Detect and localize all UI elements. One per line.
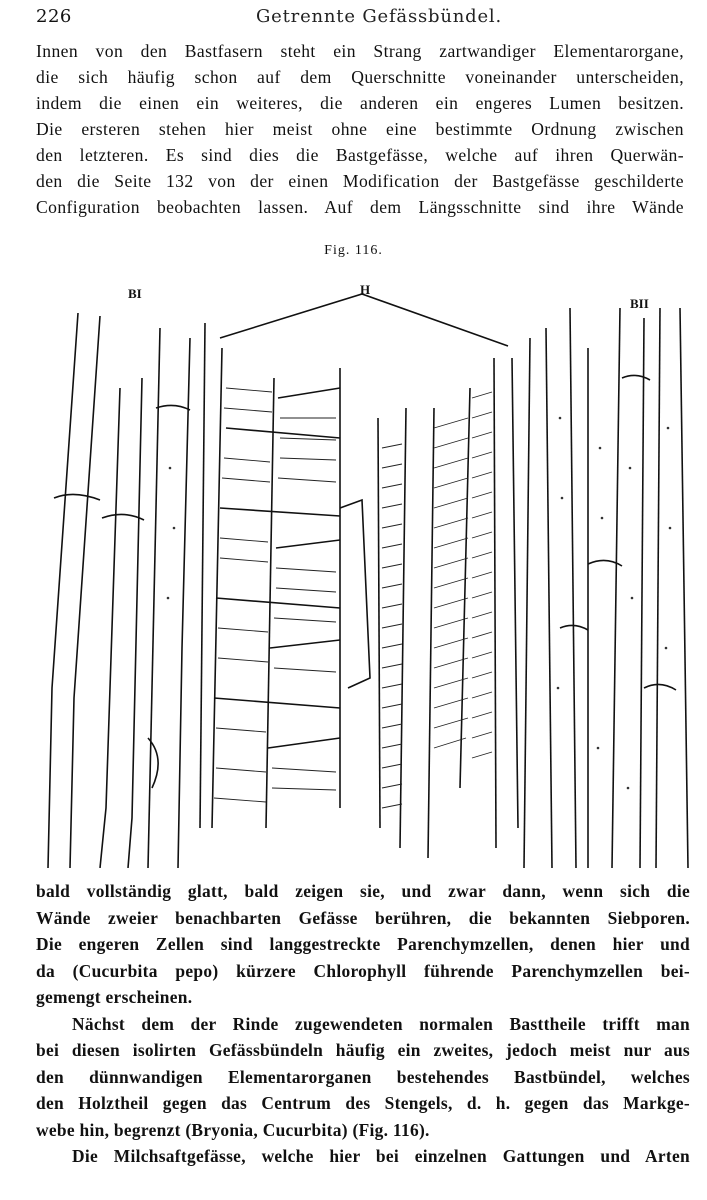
text-line: indem die einen ein weiteres, die anderen ein engeres Lumen besitzen. xyxy=(36,93,684,113)
figure-stipple xyxy=(167,417,672,790)
text-line: den Holztheil gegen das Centrum des Stengels, d. h. gegen das Markge- xyxy=(36,1093,690,1113)
figure-hatching xyxy=(214,388,492,808)
text-line: gemengt erscheinen. xyxy=(36,987,193,1007)
text-line: Configuration beobachten lassen. Auf dem Längsschnitte sind ihre Wände xyxy=(36,197,684,217)
page-header xyxy=(36,6,687,34)
botanical-figure xyxy=(40,268,700,868)
text-line: Innen von den Bastfasern steht ein Strang zartwandiger Elementarorgane, xyxy=(36,41,684,61)
text-line: Die Milchsaftgefässe, welche hier bei einzelnen Gattungen und Arten xyxy=(72,1146,690,1166)
text-line: den letzteren. Es sind dies die Bastgefässe, welche auf ihren Querwän- xyxy=(36,145,684,165)
text-line: Die engeren Zellen sind langgestreckte Parenchymzellen, denen hier und xyxy=(36,934,690,954)
text-line: webe hin, begrenzt (Bryonia, Cucurbita) (Fig. 116). xyxy=(36,1119,430,1140)
bottom-paragraphs xyxy=(36,878,690,1170)
figure-drawing xyxy=(40,268,700,868)
text-line: den dünnwandigen Elementarorganen bestehendes Bastbündel, welches xyxy=(36,1066,690,1087)
text-line: bei diesen isolirten Gefässbündeln häufig ein zweites, jedoch meist nur aus xyxy=(36,1040,690,1060)
text-line: da (Cucurbita pepo) kürzere Chlorophyll führende Parenchymzellen bei- xyxy=(36,960,690,981)
figure-label-b2: BII xyxy=(630,296,649,311)
figure-bracket xyxy=(220,294,508,346)
text-line: Die ersteren stehen hier meist ohne eine bestimmte Ordnung zwischen xyxy=(36,119,684,139)
figure-label-h: H xyxy=(360,282,371,297)
running-title: Getrennte Gefässbündel. xyxy=(256,6,502,27)
top-paragraph xyxy=(36,38,684,220)
text-line: Wände zweier benachbarten Gefässe berühren, die bekannten Siebporen. xyxy=(36,907,690,928)
page-number: 226 xyxy=(36,6,72,27)
text-line: Nächst dem der Rinde zugewendeten normalen Basttheile trifft man xyxy=(72,1013,690,1034)
text-line: bald vollständig glatt, bald zeigen sie, und zwar dann, wenn sich die xyxy=(36,881,690,901)
figure-label-b1: BI xyxy=(128,286,142,301)
figure-caption: Fig. 116. xyxy=(324,243,383,258)
text-line: den die Seite 132 von der einen Modification der Bastgefässe geschilderte xyxy=(36,171,684,191)
text-line: die sich häufig schon auf dem Querschnitte voneinander unterscheiden, xyxy=(36,67,684,87)
